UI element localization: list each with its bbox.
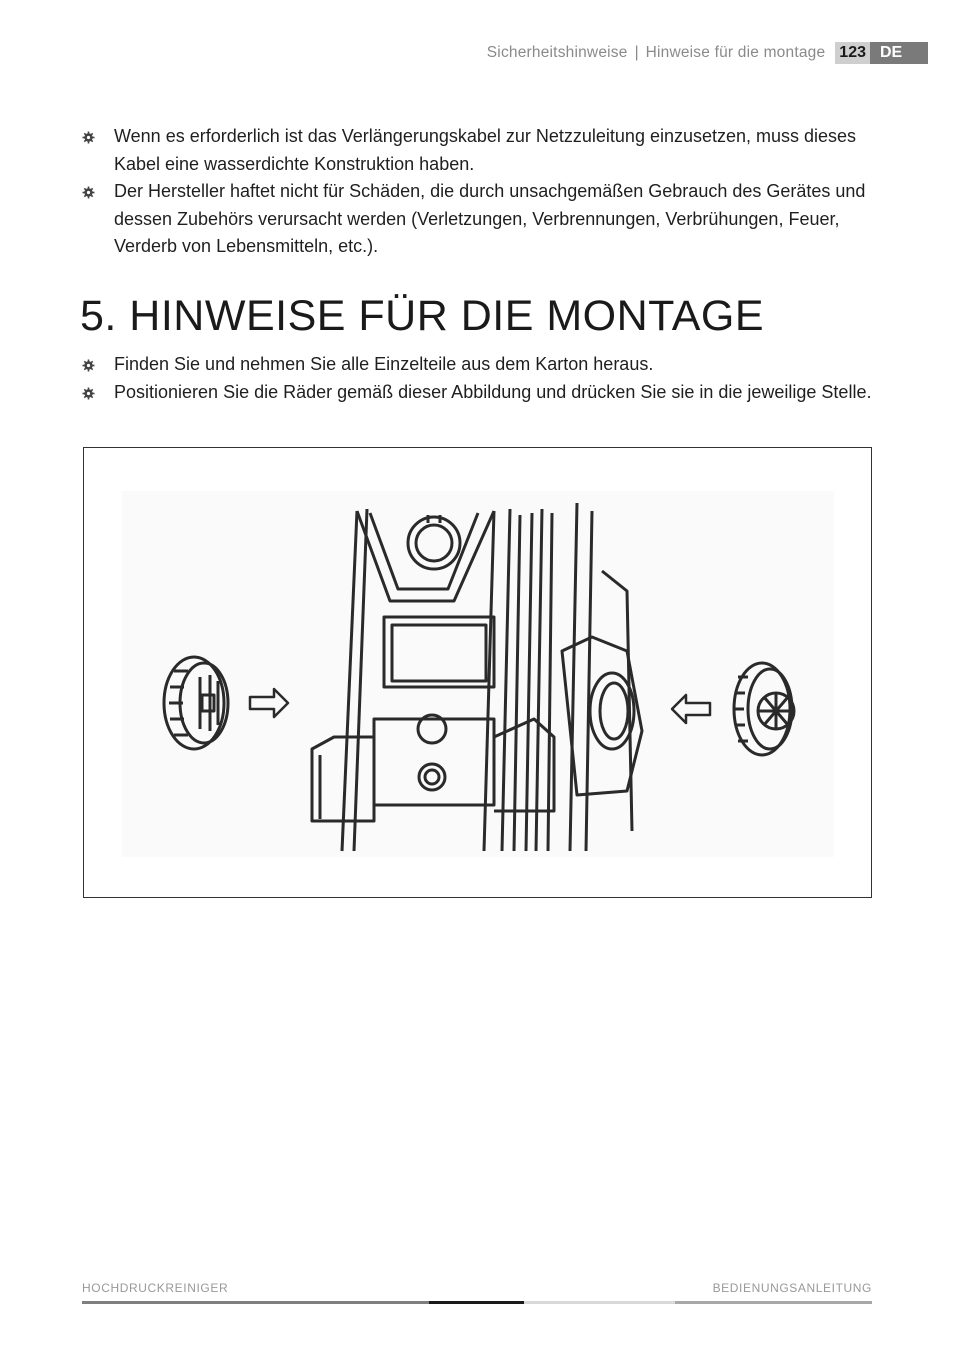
list-item — [82, 178, 882, 261]
footer-manual-label: BEDIENUNGSANLEITUNG — [712, 1281, 872, 1295]
footer-rule-segment — [82, 1301, 429, 1304]
gear-bullet-icon — [82, 387, 95, 400]
gear-bullet-icon — [82, 186, 95, 199]
bullet-text: Positionieren Sie die Räder gemäß dieser Abbildung und drücken Sie sie in die jeweilige Stelle. — [114, 381, 872, 402]
language-badge: DE — [870, 42, 928, 64]
header-subsection: Hinweise für die montage — [645, 44, 826, 61]
bullet-text: Der Hersteller haftet nicht für Schäden, die durch unsachgemäßen Gebrauch des Gerätes und dessen Zubehörs verursacht werden (Verletzungen, Verbrennungen, Verbrühungen, Feuer, Verderb von Lebensmitteln, etc.). — [114, 181, 866, 256]
wheel-assembly-figure — [83, 447, 872, 898]
page-header — [487, 42, 928, 64]
footer-rule-segment — [524, 1301, 675, 1304]
list-item — [82, 379, 882, 407]
safety-bullet-list — [82, 123, 882, 261]
list-item — [82, 123, 882, 178]
footer-rule-segment — [429, 1301, 524, 1304]
gear-bullet-icon — [82, 131, 95, 144]
pressure-washer-wheel-illustration — [122, 491, 834, 857]
header-separator: | — [634, 44, 639, 61]
bullet-text: Wenn es erforderlich ist das Verlängerungskabel zur Netzzuleitung einzusetzen, muss dieses Kabel eine wasserdichte Konstruktion haben. — [114, 126, 857, 174]
bullet-text: Finden Sie und nehmen Sie alle Einzelteile aus dem Karton heraus. — [114, 354, 654, 374]
footer-product-name: HOCHDRUCKREINIGER — [82, 1281, 229, 1295]
page-number: 123 — [835, 42, 870, 64]
footer-rule-segment — [675, 1301, 872, 1304]
gear-bullet-icon — [82, 359, 95, 372]
list-item — [82, 351, 882, 379]
section-title: 5. HINWEISE FÜR DIE MONTAGE — [80, 292, 765, 340]
header-section: Sicherheitshinweise — [486, 44, 628, 61]
assembly-bullet-list — [82, 351, 882, 406]
